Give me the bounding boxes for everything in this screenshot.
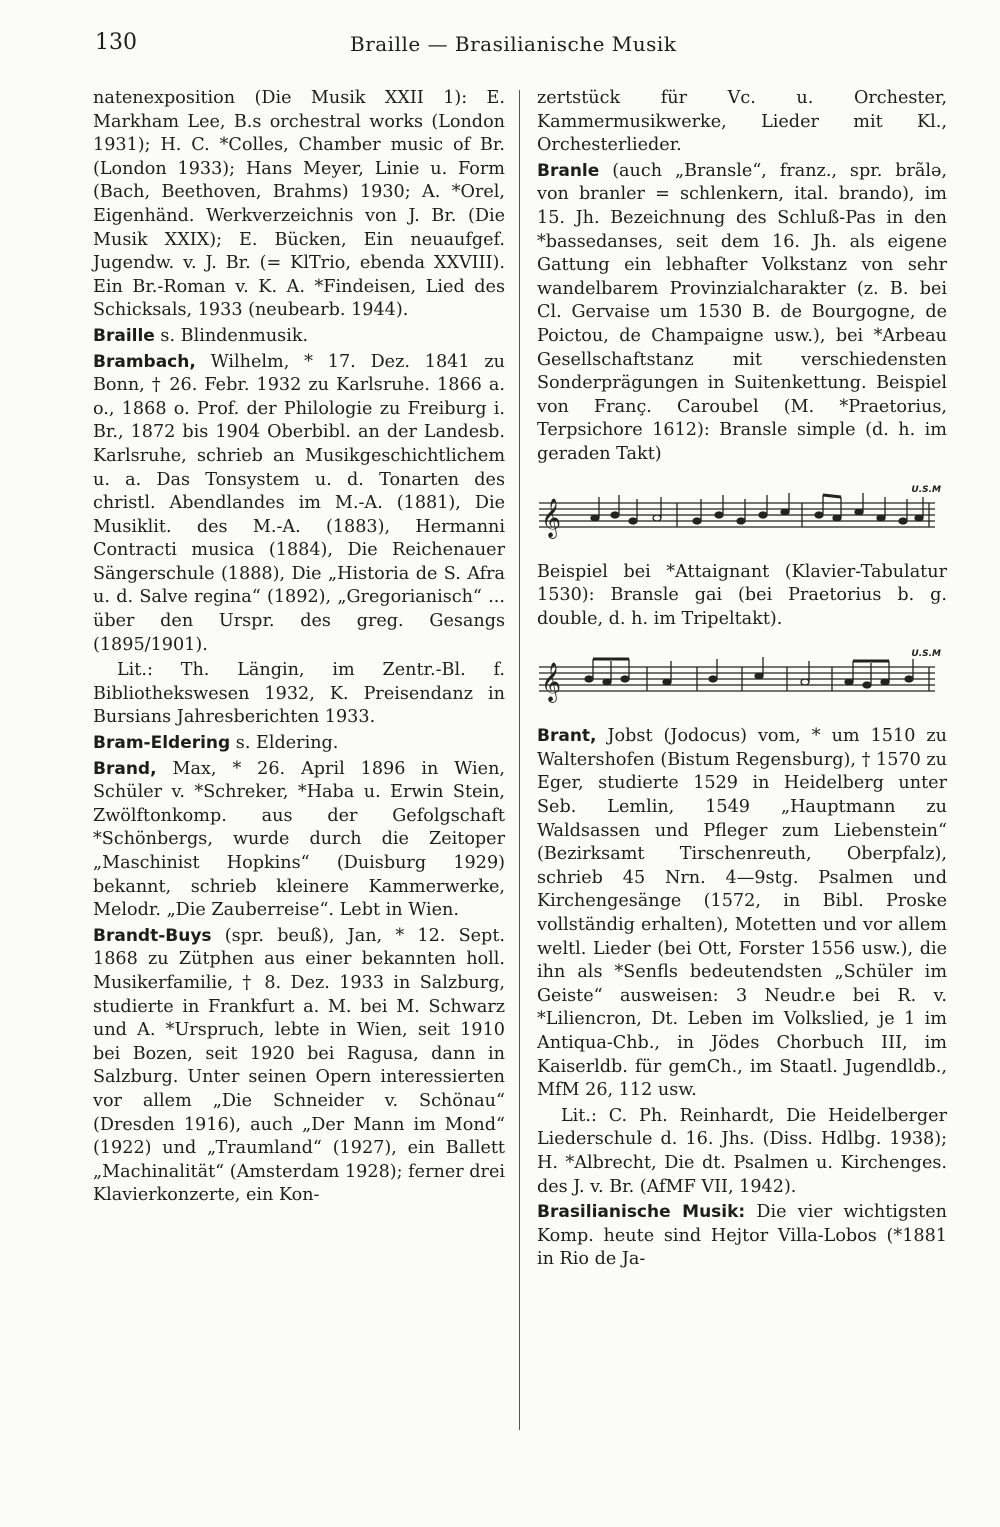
music-example-tag: U.S.M: [911, 649, 941, 660]
entry-branle-text: (auch „Bransle“, franz., spr. brãlə, von branler = schlenkern, ital. brando), im 15. Jh. Bezeichnung des Schluß-Pas in den *bassedanses, seit dem 16. Jh. als eigene Gattung ein lebhafter Volkstanz von sehr wandelbarem Provinzialcharakter (z. B. bei Cl. Gervaise um 1530 B. de Bourgogne, de Poictou, de Champaigne usw.), bei *Arbeau Gesellschaftstanz mit verschiedensten Sonderprägungen in Suitenkettung. Beispiel von Franç. Caroubel (M. *Praetorius, Terpsichore 1612): Bransle simple (d. h. im geraden Takt): [537, 160, 947, 464]
column-divider: [519, 90, 520, 1430]
attaignant-example-text: Beispiel bei *Attaignant (Klavier-Tabulatur 1530): Bransle gai (bei Praetorius b. g. double, d. h. im Tripeltakt).: [537, 561, 947, 629]
entry-brant: [537, 725, 947, 1103]
brahms-lit-continued: natenexposition (Die Musik XXII 1): E. Markham Lee, B.s orchestral works (London 1931); H. C. *Colles, Chamber music of Br. (London 1933); Hans Meyer, Linie u. Form (Bach, Beethoven, Brahms) 1930; A. *Orel, Eigenhänd. Werkverzeichnis von J. Br. (Die Musik XXIX); E. Bücken, Ein neuaufgef. Jugendw. v. J. Br. (= KlTrio, ebenda XXVIII). Ein Br.-Roman v. K. A. *Findeisen, Lied des Schicksals, 1933 (neubearb. 1944).: [93, 88, 505, 321]
headword-brambach: Brambach,: [93, 351, 196, 372]
entry-brasilianische-musik: [537, 1201, 947, 1272]
entry-brand-text: Max, * 26. April 1896 in Wien, Schüler v. *Schreker, *Haba u. Erwin Stein, Zwölftonkomp. aus der Gefolgschaft *Schönbergs, wurde durch die Zeitoper „Maschinist Hopkins“ (Duisburg 1929) bekannt, schrieb kleinere Kammerwerke, Melodr. „Die Zauberreise“. Lebt in Wien.: [93, 758, 505, 921]
running-head: Braille — Brasilianische Musik: [350, 32, 677, 56]
music-staff-icon: [537, 649, 937, 709]
right-column: [537, 87, 947, 1274]
brandt-buys-continued: zertstück für Vc. u. Orchester, Kammermusikwerke, Lieder mit Kl., Orchesterlieder.: [537, 88, 947, 156]
music-example-tag: U.S.M: [911, 484, 941, 495]
svg-text:𝄞: 𝄞: [541, 662, 562, 703]
entry-brandt-buys-text: (spr. beuß), Jan, * 12. Sept. 1868 zu Zütphen aus einer bekannten holl. Musikerfamilie, † 8. Dez. 1933 in Salzburg, studierte in Frankfurt a. M. bei M. Schwarz und A. *Urspruch, lebte in Wien, seit 1910 bei Bozen, seit 1920 bei Ragusa, dann in Salzburg. Unter seinen Opern interessierten vor allem „Die Schneider v. Schönau“ (Dresden 1916), auch „Der Mann im Mond“ (1922) und „Traumland“ (1927), ein Ballett „Machinalität“ (Amsterdam 1928); ferner drei Klavierkonzerte, ein Kon-: [93, 925, 505, 1206]
music-staff-icon: [537, 485, 937, 545]
entry-brant-text: Jobst (Jodocus) vom, * um 1510 zu Waltershofen (Bistum Regensburg), † 1570 zu Eger, studierte 1529 in Heidelberg unter Seb. Lemlin, 1549 „Hauptmann zu Waldsassen und Pfleger zum Liebenstein“ (Bezirksamt Tirschenreuth, Oberpfalz), schrieb 45 Nrn. 4—9stg. Psalmen und Kirchengesänge (1572, in Bibl. Proske vollständig erhalten), Motetten und vor allem weltl. Lieder (bei Ott, Forster 1556 usw.), die ihn als *Senfls bedeutendsten „Schüler im Geiste“ ausweisen: 3 Neudr.e bei R. v. *Liliencron, Dt. Leben im Volkslied, je 1 im Antiqua-Chb., in Jödes Chorbuch III, im Kaiserldb. für gemCh., im Staatl. Jugendldb., MfM 26, 112 usw.: [537, 726, 947, 1101]
entry-brambach-text: Wilhelm, * 17. Dez. 1841 zu Bonn, † 26. Febr. 1932 zu Karlsruhe. 1866 a. o., 1868 o. Prof. der Philologie zu Freiburg i. Br., 1872 bis 1904 Oberbibl. an der Landesb. Karlsruhe, schrieb an Musikgeschichtlichem u. a. Das Tonsystem u. d. Tonarten des christl. Abendlandes im M.-A. (1881), Die Musiklit. des M.-A. (1883), Hermanni Contracti musica (1884), Die Reichenauer Sängerschule (1888), Die „Historia de S. Afra u. d. Salve regina“ (1892), „Gregorianisch“ ... über den Urspr. des greg. Gesangs (1895/1901).: [93, 351, 505, 655]
entry-brant-lit: Lit.: C. Ph. Reinhardt, Die Heidelberger Liederschule d. 16. Jhs. (Diss. Hdlbg. 1938); H. *Albrecht, Die dt. Psalmen u. Kirchenges. des J. v. Br. (AfMF VII, 1942).: [537, 1105, 947, 1197]
entry-brambach-lit: Lit.: Th. Längin, im Zentr.-Bl. f. Bibliothekswesen 1932, K. Preisendanz in Bursians Jahresberichten 1933.: [93, 660, 505, 728]
entry-brambach: [93, 351, 505, 658]
headword-bram-eldering: Bram-Eldering: [93, 733, 231, 754]
entry-bram-eldering-text: s. Eldering.: [230, 733, 339, 754]
page-header: [95, 30, 945, 60]
headword-brasilianische-musik: Brasilianische Musik:: [537, 1202, 746, 1223]
headword-brant: Brant,: [537, 726, 597, 747]
entry-braille-text: s. Blindenmusik.: [154, 325, 309, 346]
entry-brandt-buys: [93, 925, 505, 1208]
headword-brand: Brand,: [93, 758, 157, 779]
entry-brand: [93, 758, 505, 923]
headword-brandt-buys: Brandt-Buys: [93, 925, 212, 946]
music-example-bransle-simple: [537, 485, 947, 547]
headword-branle: Branle: [537, 160, 600, 181]
headword-braille: Braille: [93, 325, 155, 346]
entry-bram-eldering: [93, 732, 505, 756]
music-example-bransle-gai: [537, 649, 947, 711]
entry-brasilianische-musik-text: Die vier wichtigsten Komp. heute sind Hejtor Villa-Lobos (*1881 in Rio de Ja-: [537, 1202, 947, 1270]
page-number: 130: [95, 30, 137, 55]
entry-branle: [537, 160, 947, 467]
left-column: [93, 87, 505, 1210]
entry-braille: [93, 325, 505, 349]
svg-text:𝄞: 𝄞: [541, 497, 562, 538]
